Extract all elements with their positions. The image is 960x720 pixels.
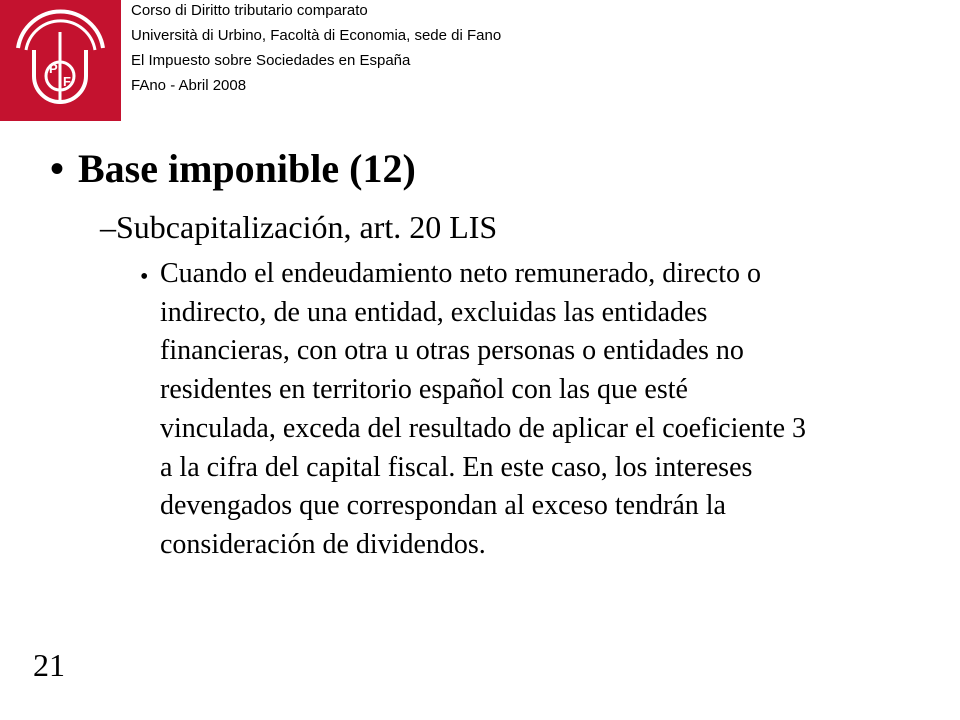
title-text: Base imponible (12) <box>78 146 416 191</box>
course-header <box>131 0 501 98</box>
body-bullet: • <box>140 264 149 290</box>
body-line: Cuando el endeudamiento neto remunerado, directo o <box>160 258 762 289</box>
header-line-course: Corso di Diritto tributario comparato <box>131 2 368 19</box>
body-line: financieras, con otra u otras personas o entidades no <box>160 335 744 367</box>
university-logo <box>0 0 121 121</box>
title-bullet: • <box>50 146 65 191</box>
body-line: residentes en territorio español con las que esté <box>160 374 688 406</box>
subheading: –Subcapitalización, art. 20 LIS <box>100 209 498 245</box>
body-line: indirecto, de una entidad, excluidas las entidades <box>160 296 708 328</box>
body-line: devengados que correspondan al exceso tendrán la <box>160 490 726 522</box>
body-line: consideración de dividendos. <box>160 528 486 560</box>
body-line: vinculada, exceda del resultado de aplicar el coeficiente 3 <box>160 412 806 444</box>
slide-title <box>50 145 416 193</box>
logo-letter-p: P <box>49 61 58 76</box>
university-pf-logo-icon <box>0 0 121 121</box>
logo-letter-f: F <box>63 74 71 89</box>
page-number: 21 <box>33 647 65 683</box>
body-line: a la cifra del capital fiscal. En este caso, los intereses <box>160 451 753 483</box>
header-line-date: FAno - Abril 2008 <box>131 77 247 94</box>
header-line-university: Università di Urbino, Facoltà di Economia, sede di Fano <box>131 27 502 44</box>
body-paragraph <box>160 255 930 565</box>
header-line-topic: El Impuesto sobre Sociedades en España <box>131 52 411 69</box>
